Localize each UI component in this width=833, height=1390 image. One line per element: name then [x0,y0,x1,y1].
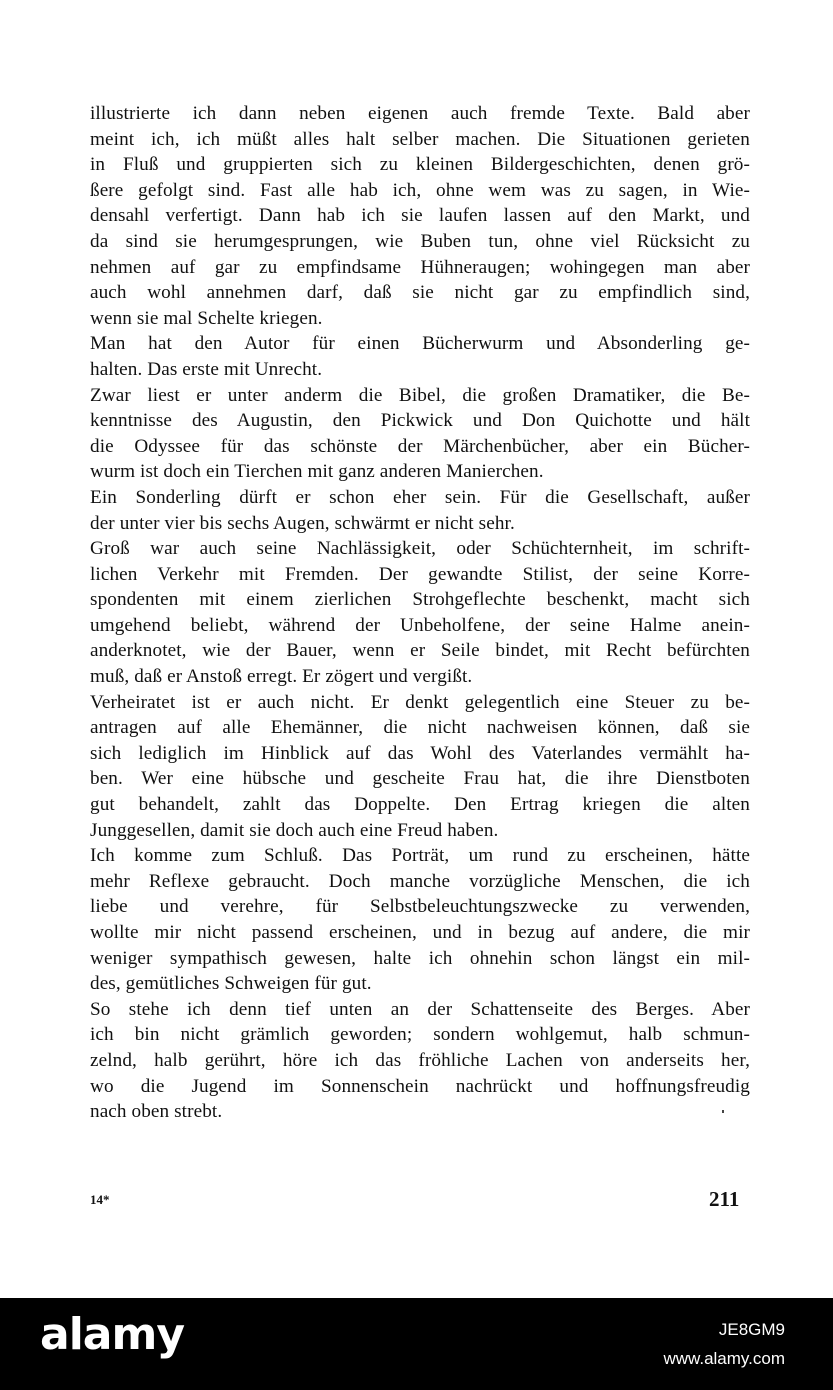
paragraph [90,997,750,1125]
text-line: Zwar liest er unter anderm die Bibel, die großen Dramatiker, die Be- [90,384,750,406]
text-line: Ein Sonderling dürft er schon eher sein. Für die Gesellschaft, außer [90,486,750,508]
text-line: Groß war auch seine Nachlässigkeit, oder Schüchternheit, im schrift- [90,538,750,560]
text-line: Junggesellen, damit sie doch auch eine Freud haben. [90,819,499,841]
text-line: wurm ist doch ein Tierchen mit ganz anderen Manierchen. [90,461,544,483]
text-line: Man hat den Autor für einen Bücherwurm und Absonderling ge- [90,333,750,355]
text-line: nach oben strebt. [90,1101,223,1123]
text-line: umgehend beliebt, während der Unbeholfene, der seine Halme anein- [90,614,750,636]
paragraph [90,383,750,485]
text-line: lichen Verkehr mit Fremden. Der gewandte Stilist, der seine Korre- [90,563,750,585]
text-line: anderknotet, wie der Bauer, wenn er Seile bindet, mit Recht befürchten [90,640,750,662]
paragraph [90,101,750,331]
body-text [90,101,750,1125]
text-line: gut behandelt, zahlt das Doppelte. Den Ertrag kriegen die alten [90,794,750,816]
text-line: weniger sympathisch gewesen, halte ich ohnehin schon längst ein mil- [90,947,750,969]
watermark-image-id: JE8GM9 [718,1320,785,1339]
watermark-logo: alamy [40,1309,184,1360]
text-line: illustrierte ich dann neben eigenen auch fremde Texte. Bald aber [90,103,750,124]
paragraph [90,331,750,382]
text-line: sich lediglich im Hinblick auf das Wohl des Vaterlandes vermählt ha- [90,742,750,764]
print-speck [722,1110,724,1113]
text-line: Verheiratet ist er auch nicht. Er denkt gelegentlich eine Steuer zu be- [90,691,750,713]
paragraph [90,843,750,997]
text-line: antragen auf alle Ehemänner, die nicht nachweisen können, daß sie [90,717,750,739]
text-line: ben. Wer eine hübsche und gescheite Frau hat, die ihre Dienstboten [90,768,750,790]
text-line: muß, daß er Anstoß erregt. Er zögert und vergißt. [90,666,473,688]
text-line: der unter vier bis sechs Augen, schwärmt er nicht sehr. [90,512,515,534]
text-line: kenntnisse des Augustin, den Pickwick und Don Quichotte und hält [90,410,750,432]
text-line: So stehe ich denn tief unten an der Schattenseite des Berges. Aber [90,998,750,1020]
page-number: 211 [709,1187,740,1211]
text-line: wo die Jugend im Sonnenschein nachrückt und hoffnungsfreudig [90,1075,750,1097]
text-line: nehmen auf gar zu empfindsame Hühneraugen; wohingegen man aber [90,256,750,278]
text-line: wenn sie mal Schelte kriegen. [90,307,323,329]
text-line: halten. Das erste mit Unrecht. [90,358,323,380]
signature-mark: 14* [90,1192,110,1207]
text-line: des, gemütliches Schweigen für gut. [90,973,372,995]
text-line: da sind sie herumgesprungen, wie Buben tun, ohne viel Rücksicht zu [90,230,750,252]
text-line: wollte mir nicht passend erscheinen, und in bezug auf andere, die mir [90,922,750,943]
text-line: liebe und verehre, für Selbstbeleuchtungszwecke zu verwenden, [90,896,750,918]
text-line: zelnd, halb gerührt, höre ich das fröhliche Lachen von anderseits her, [90,1049,750,1071]
paragraph [90,485,750,536]
text-line: in Fluß und gruppierten sich zu kleinen Bildergeschichten, denen grö- [90,154,750,176]
text-line: meint ich, ich müßt alles halt selber machen. Die Situationen gerieten [90,128,750,150]
watermark-url: www.alamy.com [663,1349,785,1368]
paragraph [90,690,750,844]
text-line: ßere gefolgt sind. Fast alle hab ich, ohne wem was zu sagen, in Wie- [90,179,750,201]
text-line: ich bin nicht grämlich geworden; sondern wohlgemut, halb schmun- [90,1024,750,1046]
text-line: densahl verfertigt. Dann hab ich sie laufen lassen auf den Markt, und [90,205,750,227]
text-line: auch wohl annehmen darf, daß sie nicht gar zu empfindlich sind, [90,282,750,304]
text-line: die Odyssee für das schönste der Märchenbücher, aber ein Bücher- [90,435,750,457]
text-line: Ich komme zum Schluß. Das Porträt, um rund zu erscheinen, hätte [90,845,750,867]
text-line: spondenten mit einem zierlichen Strohgeflechte beschenkt, macht sich [90,589,750,611]
paragraph [90,536,750,690]
text-line: mehr Reflexe gebraucht. Doch manche vorzügliche Menschen, die ich [90,870,750,892]
